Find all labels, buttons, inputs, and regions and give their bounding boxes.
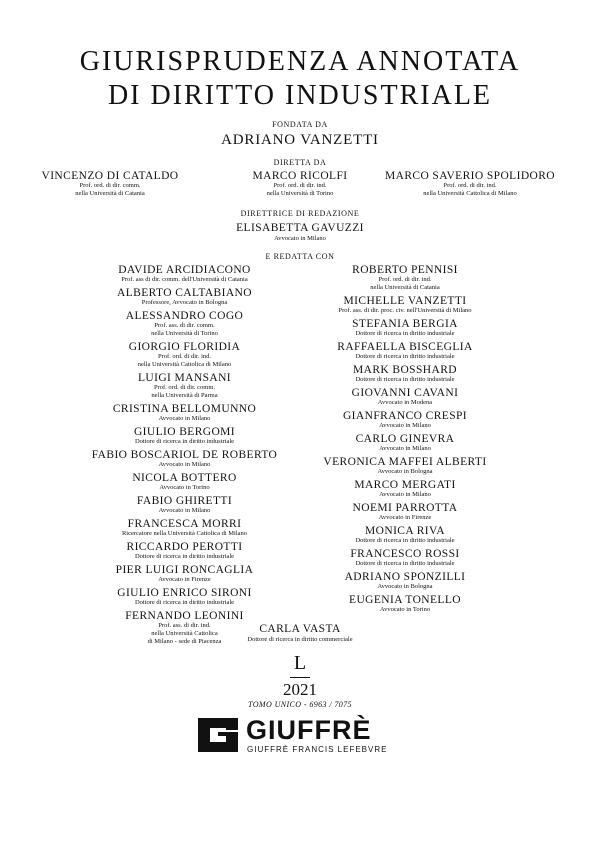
editor-name: NICOLA BOTTERO	[132, 472, 237, 484]
director-name: MARCO SAVERIO SPOLIDORO	[384, 170, 555, 182]
editor-name: RICCARDO PEROTTI	[126, 541, 243, 553]
editor-entry	[285, 502, 525, 522]
editor-desc: Prof. ord. di dir. ind.	[157, 353, 212, 360]
editor-name: ALBERTO CALTABIANO	[117, 287, 252, 299]
editor-desc: nella Università di Catania	[370, 284, 440, 291]
editor-desc: Prof. ord. di dir. ind.	[378, 276, 432, 283]
editor-entry	[62, 341, 307, 369]
editor-desc: Dottore di ricerca in diritto industriale	[355, 560, 455, 567]
editor-entry	[285, 456, 525, 476]
volume-roman: L	[293, 652, 307, 674]
editor-name: CRISTINA BELLOMUNNO	[112, 403, 257, 415]
editor-entry	[62, 495, 307, 515]
editors-left-column	[62, 264, 307, 649]
editor-name: EUGENIA TONELLO	[349, 594, 461, 606]
editors-right-column	[285, 264, 525, 617]
editor-desc: Professore, Avvocato in Bologna	[141, 299, 228, 306]
publisher-name: GIUFFRÈ	[246, 715, 372, 745]
director-desc: nella Università di Catania	[75, 190, 145, 197]
editor-desc: Avvocato in Torino	[159, 484, 210, 491]
editor-entry	[62, 518, 307, 538]
editor-entry	[285, 548, 525, 568]
editor-entry	[285, 387, 525, 407]
editor-name: MARCO MERGATI	[354, 479, 456, 491]
editorial-label: DIRETTRICE DI REDAZIONE	[240, 209, 360, 218]
editor-desc: Dottore di ricerca in diritto industriale	[134, 599, 235, 606]
editor-desc: Avvocato in Bologna	[377, 583, 433, 590]
editor-desc: Dottore di ricerca in diritto industriale	[355, 376, 455, 383]
editor-name: CARLO GINEVRA	[355, 433, 455, 445]
editor-desc: Ricercatore nella Università Cattolica di Milano	[121, 530, 248, 537]
editor-name: STEFANIA BERGIA	[352, 318, 458, 330]
editor-entry	[285, 410, 525, 430]
editor-desc: nella Università di Parma	[151, 392, 218, 399]
editor-entry	[285, 525, 525, 545]
editor-name: MARK BOSSHARD	[353, 364, 457, 376]
director-desc: nella Università di Torino	[266, 190, 334, 197]
editor-desc: nella Università Cattolica di Milano	[137, 361, 232, 368]
director-entry	[360, 170, 580, 198]
editor-desc: Dottore di ricerca in diritto industriale	[355, 330, 455, 337]
editor-entry	[62, 587, 307, 607]
director-desc: nella Università Cattolica di Milano	[423, 190, 517, 197]
editorial-director-name: ELISABETTA GAVUZZI	[236, 222, 364, 234]
editor-desc: Avvocato in Modena	[377, 399, 433, 406]
editor-name: GIULIO ENRICO SIRONI	[117, 587, 252, 599]
publisher-logo-mark-icon	[196, 716, 240, 754]
editor-name: LUIGI MANSANI	[137, 372, 232, 384]
director-desc: Prof. ord. di dir. comm.	[79, 182, 141, 189]
founded-label: FONDATA DA	[272, 120, 328, 129]
editor-desc: Avvocato in Milano	[158, 507, 211, 514]
editor-entry	[62, 310, 307, 338]
editor-name: RAFFAELLA BISCEGLIA	[337, 341, 473, 353]
editor-entry	[285, 479, 525, 499]
editor-name: ROBERTO PENNISI	[352, 264, 458, 276]
director-desc: Prof. ord. di dir. ind.	[273, 182, 327, 189]
editor-entry	[62, 372, 307, 400]
editor-name: FRANCESCO ROSSI	[350, 548, 460, 560]
editor-name: GIORGIO FLORIDIA	[128, 341, 241, 353]
editor-desc: Avvocato in Firenze	[378, 514, 432, 521]
editor-desc: Avvocato in Firenze	[158, 576, 211, 583]
director-desc: Prof. ord. di dir. ind.	[443, 182, 497, 189]
editor-desc: Dottore di ricerca in diritto industriale	[355, 537, 455, 544]
tomo-info: TOMO UNICO - 6963 / 7075	[248, 700, 352, 709]
editor-entry	[285, 295, 525, 315]
editor-desc: Avvocato in Milano	[379, 422, 431, 429]
editor-entry	[285, 571, 525, 591]
editor-desc: Prof. ass. di dir. ind.	[158, 622, 211, 629]
editor-desc: Prof. ass. di dir. comm.	[154, 322, 215, 329]
publisher-subtitle: GIUFFRÈ FRANCIS LEFEBVRE	[247, 745, 388, 754]
editor-desc: Dottore di ricerca in diritto industriale	[355, 353, 455, 360]
editor-name: FABIO BOSCARIOL DE ROBERTO	[91, 449, 278, 461]
editor-entry	[285, 264, 525, 292]
director-name: MARCO RICOLFI	[252, 170, 348, 182]
editor-name: MICHELLE VANZETTI	[343, 295, 467, 307]
editor-entry	[62, 403, 307, 423]
editor-entry	[285, 594, 525, 614]
journal-title-line-2: DI DIRITTO INDUSTRIALE	[107, 80, 493, 111]
editor-name: VERONICA MAFFEI ALBERTI	[323, 456, 487, 468]
editor-name: ADRIANO SPONZILLI	[344, 571, 466, 583]
editor-desc: Avvocato in Milano	[379, 491, 431, 498]
editor-entry	[62, 426, 307, 446]
editor-name: NOEMI PARROTTA	[352, 502, 458, 514]
editor-entry	[62, 541, 307, 561]
editor-desc: Prof. ord. di dir. comm.	[153, 384, 216, 391]
volume-year: 2021	[283, 680, 317, 699]
editor-name: FRANCESCA MORRI	[127, 518, 242, 530]
editor-name: GIOVANNI CAVANI	[351, 387, 459, 399]
editor-name: PIER LUIGI RONCAGLIA	[115, 564, 254, 576]
editor-name: GIANFRANCO CRESPI	[342, 410, 468, 422]
editor-entry	[62, 472, 307, 492]
editor-desc: Avvocato in Milano	[158, 461, 211, 468]
editor-entry	[285, 318, 525, 338]
editor-entry	[285, 341, 525, 361]
editor-name: DAVIDE ARCIDIACONO	[118, 264, 251, 276]
editor-desc: Dottore di ricerca in diritto industriale	[134, 553, 235, 560]
editor-desc: Prof. ass di dir. comm. dell'Università di Catania	[121, 276, 248, 283]
editor-name: FABIO GHIRETTI	[136, 495, 233, 507]
editor-entry	[285, 364, 525, 384]
editor-entry	[62, 564, 307, 584]
editor-desc: nella Università di Torino	[151, 330, 218, 337]
editor-desc: Avvocato in Torino	[379, 606, 431, 613]
volume-divider	[290, 677, 310, 678]
editor-bottom-desc: Dottore di ricerca in diritto commerciale	[247, 636, 353, 643]
editor-desc: di Milano - sede di Piacenza	[147, 638, 222, 645]
editor-desc: Dottore di ricerca in diritto industriale	[134, 438, 235, 445]
editor-desc: Prof. ass. di dir. proc. civ. nell'Università di Milano	[338, 307, 472, 314]
editor-entry	[285, 433, 525, 453]
publisher-logo	[196, 716, 406, 756]
director-entry	[0, 170, 220, 198]
editor-desc: Avvocato in Bologna	[377, 468, 433, 475]
editor-name: FERNANDO LEONINI	[125, 610, 244, 622]
journal-title-line-1: GIURISPRUDENZA ANNOTATA	[79, 46, 521, 77]
editor-desc: nella Università Cattolica	[151, 630, 218, 637]
founder-name: ADRIANO VANZETTI	[221, 132, 379, 148]
editor-entry	[62, 287, 307, 307]
edited-with-label: E REDATTA CON	[265, 252, 335, 261]
editor-entry	[62, 264, 307, 284]
editor-bottom-name: CARLA VASTA	[259, 623, 341, 635]
directed-label: DIRETTA DA	[273, 158, 327, 167]
editor-entry	[62, 449, 307, 469]
editor-desc: Avvocato in Milano	[379, 445, 431, 452]
editor-desc: Avvocato in Milano	[158, 415, 211, 422]
editor-name: GIULIO BERGOMI	[133, 426, 236, 438]
director-name: VINCENZO DI CATALDO	[41, 170, 179, 182]
editorial-director-desc: Avvocato in Milano	[274, 235, 326, 242]
editor-name: ALESSANDRO COGO	[125, 310, 244, 322]
editor-name: MONICA RIVA	[365, 525, 445, 537]
